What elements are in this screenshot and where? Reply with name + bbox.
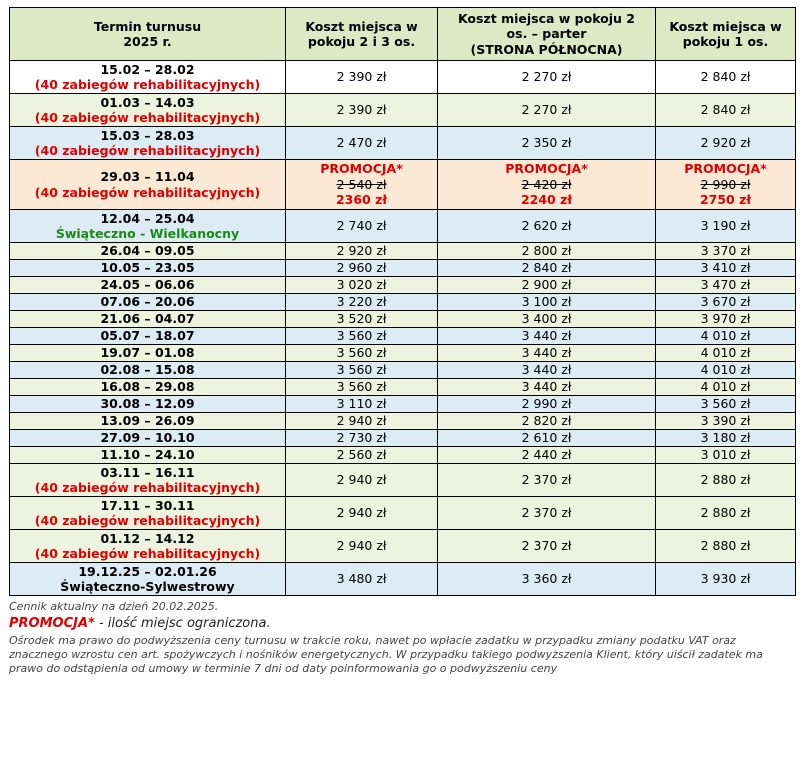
table-row [10, 160, 796, 210]
price-cell: 3 360 zł [438, 563, 656, 596]
price-cell: 2 880 zł [656, 530, 796, 563]
price-cell: 2 820 zł [438, 413, 656, 430]
term-cell [10, 379, 286, 396]
price-cell: 3 010 zł [656, 447, 796, 464]
table-row [10, 243, 796, 260]
term-cell [10, 243, 286, 260]
table-row [10, 277, 796, 294]
price-cell: 4 010 zł [656, 345, 796, 362]
price-cell: 2 840 zł [656, 61, 796, 94]
price-cell: 3 560 zł [286, 379, 438, 396]
price-cell: 3 560 zł [656, 396, 796, 413]
price-cell: 2 940 zł [286, 497, 438, 530]
table-row [10, 294, 796, 311]
price-cell: 3 440 zł [438, 345, 656, 362]
price-cell: 2 880 zł [656, 464, 796, 497]
term-cell [10, 94, 286, 127]
term-cell [10, 396, 286, 413]
term-cell [10, 563, 286, 596]
header-col3-line2: os. – parter [506, 26, 587, 42]
term-dates: 16.08 – 29.08 [100, 379, 195, 395]
promo-label: PROMOCJA* [505, 161, 588, 177]
price-cell: 2 880 zł [656, 497, 796, 530]
term-dates: 11.10 – 24.10 [100, 447, 195, 463]
table-row [10, 328, 796, 345]
term-subtitle: (40 zabiegów rehabilitacyjnych) [34, 513, 261, 528]
term-subtitle: (40 zabiegów rehabilitacyjnych) [34, 184, 261, 200]
term-subtitle: (40 zabiegów rehabilitacyjnych) [34, 143, 261, 158]
term-dates: 29.03 – 11.04 [100, 169, 195, 184]
term-cell [10, 294, 286, 311]
price-cell: 2 370 zł [438, 530, 656, 563]
header-col3-line3: (STRONA PÓŁNOCNA) [470, 41, 623, 57]
price-cell: 2 940 zł [286, 530, 438, 563]
table-body [10, 61, 796, 596]
table-row [10, 362, 796, 379]
disclaimer-note: Ośrodek ma prawo do podwyższenia ceny turnusu w trakcie roku, nawet po wpłacie zadatku w przypadku zmiany podatku VAT oraz znacznego wzrostu cen art. spożywczych i nośników energetycznych. W przypadku takiego podwyższenia Klient, który uiścił zadatek ma prawo do odstąpienia od umowy w terminie 7 dni od daty poinformowania go o podwyższeniu ceny [9, 634, 763, 675]
old-price: 2 420 zł [521, 176, 572, 192]
price-cell: 2 920 zł [286, 243, 438, 260]
term-dates: 05.07 – 18.07 [100, 328, 195, 344]
header-term [10, 8, 286, 61]
header-col3-line1: Koszt miejsca w pokoju 2 [457, 10, 636, 26]
term-dates: 12.04 – 25.04 [100, 210, 195, 226]
term-subtitle: (40 zabiegów rehabilitacyjnych) [34, 77, 261, 92]
price-cell: 3 970 zł [656, 311, 796, 328]
price-cell: 4 010 zł [656, 362, 796, 379]
price-cell: 2 270 zł [438, 61, 656, 94]
notes [9, 600, 795, 676]
term-cell [10, 277, 286, 294]
term-cell [10, 328, 286, 345]
promo-note [9, 617, 795, 631]
price-cell: 2 940 zł [286, 413, 438, 430]
promo-note-word: PROMOCJA* [9, 616, 95, 631]
promo-price-cell [286, 160, 438, 210]
price-cell: 2 800 zł [438, 243, 656, 260]
table-row [10, 413, 796, 430]
table-row [10, 379, 796, 396]
term-cell [10, 430, 286, 447]
price-cell: 3 440 zł [438, 379, 656, 396]
price-cell: 3 440 zł [438, 362, 656, 379]
term-cell [10, 210, 286, 243]
old-price: 2 990 zł [700, 176, 751, 192]
promo-price: 2240 zł [520, 192, 573, 208]
price-cell: 2 560 zł [286, 447, 438, 464]
term-subtitle: (40 zabiegów rehabilitacyjnych) [34, 110, 261, 125]
term-cell [10, 127, 286, 160]
table-row [10, 210, 796, 243]
price-cell: 3 470 zł [656, 277, 796, 294]
table-row [10, 345, 796, 362]
old-price: 2 540 zł [336, 176, 387, 192]
term-cell [10, 530, 286, 563]
price-cell: 2 990 zł [438, 396, 656, 413]
price-cell: 3 110 zł [286, 396, 438, 413]
table-row [10, 563, 796, 596]
header-col4-line1: Koszt miejsca w [669, 18, 782, 34]
price-cell: 2 440 zł [438, 447, 656, 464]
promo-price: 2360 zł [335, 192, 388, 208]
price-cell: 3 480 zł [286, 563, 438, 596]
price-date-note: Cennik aktualny na dzień 20.02.2025. [9, 600, 219, 613]
promo-price-cell [656, 160, 796, 210]
price-cell: 3 670 zł [656, 294, 796, 311]
header-price-1 [656, 8, 796, 61]
term-dates: 03.11 – 16.11 [100, 464, 195, 480]
table-row [10, 260, 796, 277]
table-row [10, 497, 796, 530]
term-subtitle: (40 zabiegów rehabilitacyjnych) [34, 480, 261, 495]
table-header-row [10, 8, 796, 61]
promo-price: 2750 zł [699, 192, 752, 208]
price-cell: 2 270 zł [438, 94, 656, 127]
price-cell: 3 100 zł [438, 294, 656, 311]
price-cell: 3 560 zł [286, 328, 438, 345]
term-cell [10, 413, 286, 430]
price-cell: 3 190 zł [656, 210, 796, 243]
price-cell: 2 920 zł [656, 127, 796, 160]
term-cell [10, 61, 286, 94]
price-cell: 2 840 zł [438, 260, 656, 277]
price-cell: 2 390 zł [286, 61, 438, 94]
price-cell: 3 220 zł [286, 294, 438, 311]
header-term-line1: Termin turnusu [93, 18, 202, 34]
term-dates: 10.05 – 23.05 [100, 260, 195, 276]
term-dates: 01.12 – 14.12 [100, 530, 195, 546]
price-cell: 2 900 zł [438, 277, 656, 294]
price-cell: 3 020 zł [286, 277, 438, 294]
price-cell: 2 350 zł [438, 127, 656, 160]
table-row [10, 396, 796, 413]
table-row [10, 464, 796, 497]
term-subtitle: Świąteczno - Wielkanocny [55, 226, 240, 241]
price-cell: 3 930 zł [656, 563, 796, 596]
term-cell [10, 345, 286, 362]
term-dates: 17.11 – 30.11 [100, 497, 195, 513]
price-cell: 2 370 zł [438, 497, 656, 530]
header-col2-line1: Koszt miejsca w [305, 18, 418, 34]
term-cell [10, 311, 286, 328]
term-dates: 07.06 – 20.06 [100, 294, 195, 310]
price-cell: 2 840 zł [656, 94, 796, 127]
header-price-2-3 [286, 8, 438, 61]
term-cell [10, 497, 286, 530]
term-dates: 21.06 – 04.07 [100, 311, 195, 327]
term-cell [10, 447, 286, 464]
term-dates: 27.09 – 10.10 [100, 430, 195, 446]
price-cell: 3 440 zł [438, 328, 656, 345]
price-cell: 2 960 zł [286, 260, 438, 277]
price-cell: 3 390 zł [656, 413, 796, 430]
term-subtitle: (40 zabiegów rehabilitacyjnych) [34, 546, 261, 561]
price-cell: 3 520 zł [286, 311, 438, 328]
term-dates: 13.09 – 26.09 [100, 413, 195, 429]
term-dates: 26.04 – 09.05 [100, 243, 195, 259]
term-cell [10, 362, 286, 379]
price-cell: 3 410 zł [656, 260, 796, 277]
price-cell: 2 740 zł [286, 210, 438, 243]
term-dates: 02.08 – 15.08 [100, 362, 195, 378]
table-row [10, 61, 796, 94]
price-cell: 2 390 zł [286, 94, 438, 127]
price-cell: 2 620 zł [438, 210, 656, 243]
price-cell: 4 010 zł [656, 328, 796, 345]
promo-price-cell [438, 160, 656, 210]
table-row [10, 311, 796, 328]
table-row [10, 94, 796, 127]
term-dates: 30.08 – 12.09 [100, 396, 195, 412]
promo-note-text: - ilość miejsc ograniczona. [94, 616, 271, 631]
price-cell: 3 560 zł [286, 345, 438, 362]
price-cell: 2 730 zł [286, 430, 438, 447]
table-row [10, 430, 796, 447]
term-dates: 19.12.25 – 02.01.26 [78, 563, 217, 579]
term-dates: 01.03 – 14.03 [100, 94, 195, 110]
header-price-2-parter [438, 8, 656, 61]
header-col4-line2: pokoju 1 os. [682, 34, 769, 49]
term-subtitle: Świąteczno-Sylwestrowy [60, 579, 235, 594]
price-table [9, 7, 796, 596]
table-row [10, 447, 796, 464]
price-cell: 3 560 zł [286, 362, 438, 379]
table-row [10, 530, 796, 563]
term-dates: 15.03 – 28.03 [100, 127, 195, 143]
table-row [10, 127, 796, 160]
price-list [9, 7, 795, 676]
term-dates: 24.05 – 06.06 [100, 277, 195, 293]
price-cell: 2 940 zł [286, 464, 438, 497]
price-cell: 2 470 zł [286, 127, 438, 160]
header-col2-line2: pokoju 2 i 3 os. [307, 34, 416, 49]
header-term-line2: 2025 r. [123, 34, 172, 49]
term-cell [10, 260, 286, 277]
price-cell: 2 610 zł [438, 430, 656, 447]
price-cell: 2 370 zł [438, 464, 656, 497]
term-dates: 19.07 – 01.08 [100, 345, 195, 361]
price-cell: 4 010 zł [656, 379, 796, 396]
term-dates: 15.02 – 28.02 [100, 61, 195, 77]
price-cell: 3 370 zł [656, 243, 796, 260]
price-cell: 3 400 zł [438, 311, 656, 328]
promo-label: PROMOCJA* [684, 161, 767, 177]
price-cell: 3 180 zł [656, 430, 796, 447]
term-cell [10, 464, 286, 497]
promo-label: PROMOCJA* [320, 161, 403, 177]
term-cell [10, 160, 286, 210]
